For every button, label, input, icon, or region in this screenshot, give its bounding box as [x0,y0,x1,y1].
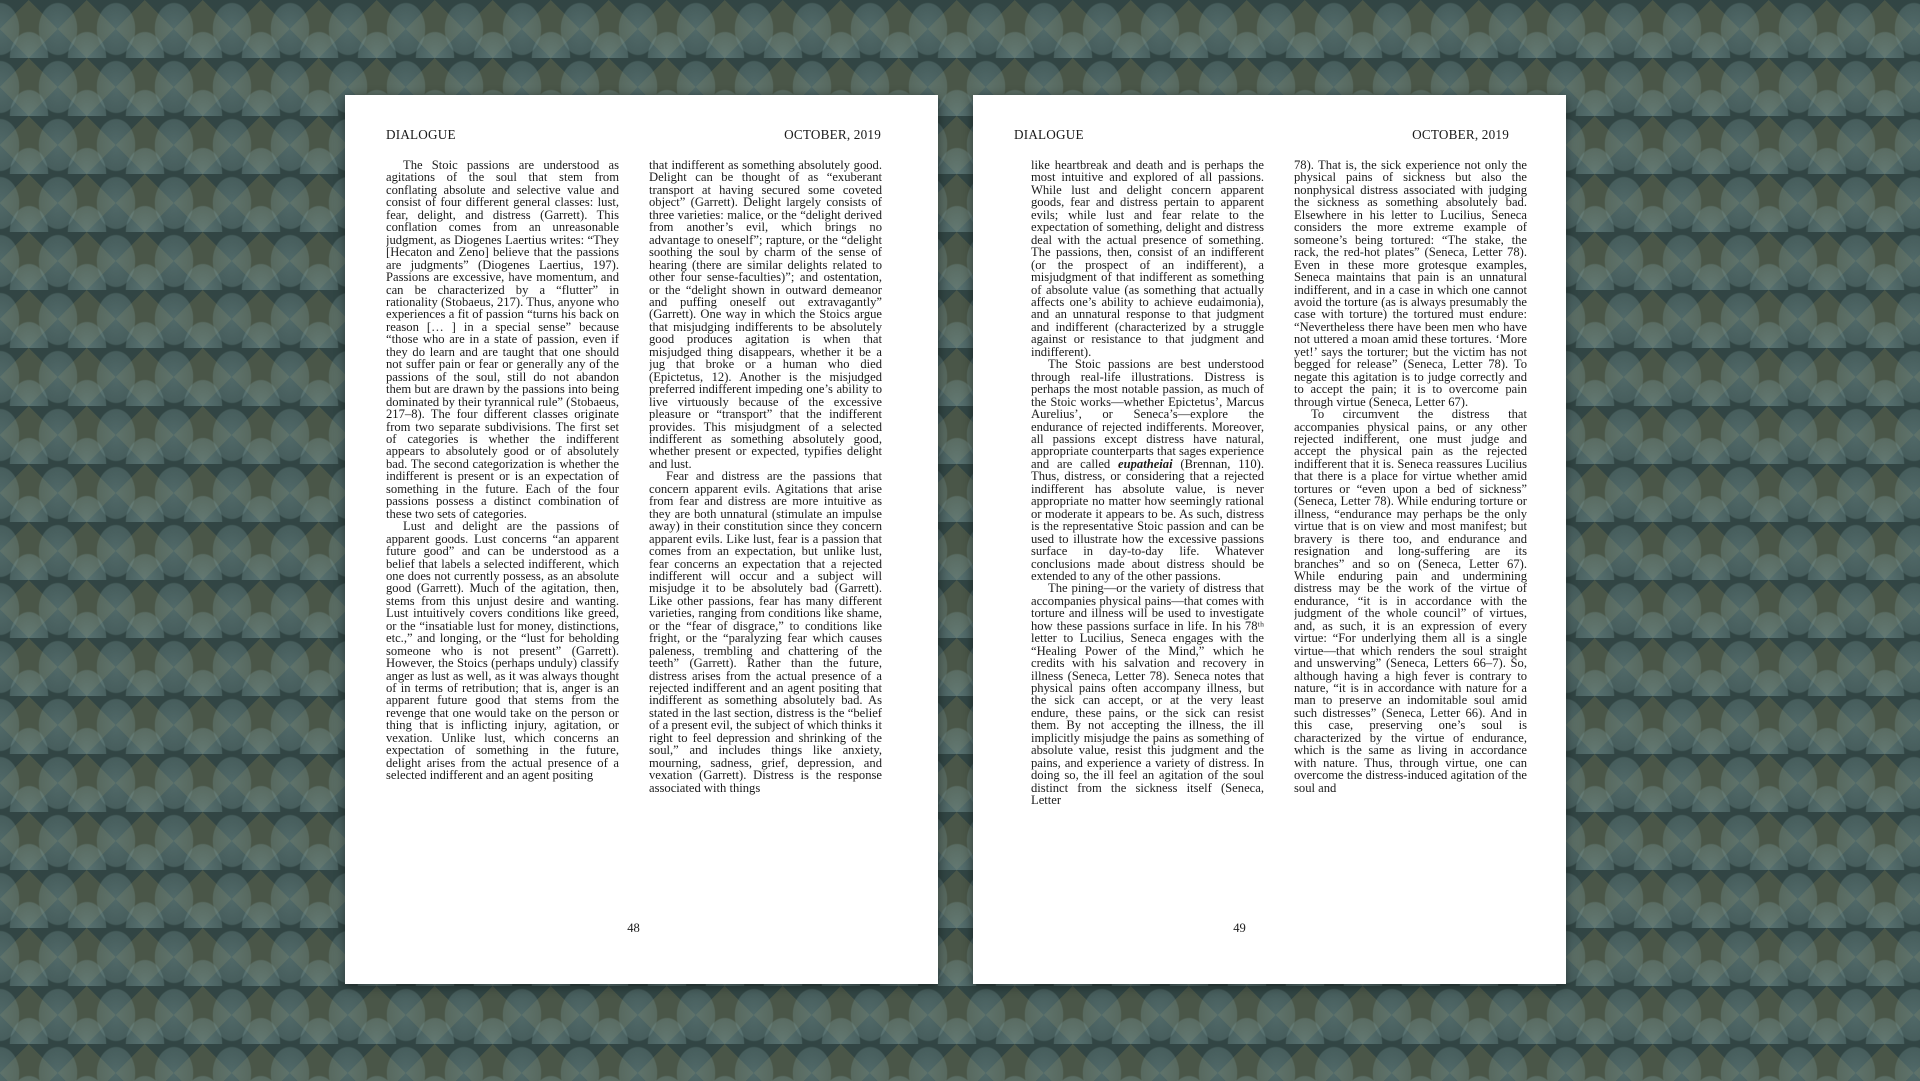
journal-title: DIALOGUE [386,127,456,142]
paragraph: The pining—or the variety of distress that accompanies physical pains—that comes with torture and illness will be used to investigate how these passions surface in life. In his 78ᵗʰ letter to Lucilius, Seneca engages with the “Healing Power of the Mind,” which he credits with his salvation and recovery in illness (Seneca, Letter 78). Seneca notes that physical pains often accompany illness, but the sick can accept, or at the very least endure, these pains, or the sick can resist them. By not accepting the illness, the ill implicitly misjudge the pains as something of absolute value, resist this judgment and the pains, and experience a variety of distress. In doing so, the ill feel an agitation of the soul distinct from the sickness itself (Seneca, Letter [1031,581,1264,808]
paragraph: Fear and distress are the passions that concern apparent evils. Agitations that arise from fear and distress are more intuitive as they are both unnatural (stimulate an impulse away) in their constitution since they concern apparent evils. Like lust, fear is a passion that comes from an expectation, but unlike lust, fear concerns an expectation that a rejected indifferent will occur and a subject will misjudge it to be absolutely bad (Garrett). Like other passions, fear has many different varieties, ranging from conditions like shame, or the “fear of disgrace,” to conditions like fright, or the “paralyzing fear which causes paleness, trembling and chattering of the teeth” (Garrett). Rather than the future, distress arises from the actual presence of a rejected indifferent and an agent positing that indifferent as something absolutely bad. As stated in the last section, distress is the “belief of a present evil, the subject of which thinks it right to feel depression and shrinking of the soul,” and includes things like anxiety, mourning, sadness, grief, depression, and vexation (Garrett). Distress is the response associated with things [649,469,882,795]
text-column-1 [386,159,619,883]
paragraph: 78). That is, the sick experience not only the physical pains of sickness but also the nonphysical distress associated with judging the sickness as something absolutely bad. Elsewhere in his letter to Lucilius, Seneca considers the more extreme example of someone’s being tortured: “The stake, the rack, the red-hot plates” (Seneca, Letter 78). Even in these more grotesque examples, Seneca maintains that pain is an unnatural indifferent, and in a case in which one cannot avoid the torture (as is always presumably the case with torture) the tortured must endure: “Nevertheless there have been men who have not uttered a moan amid these tortures. ‘More yet!’ says the torturer; but the victim has not begged for release” (Seneca, Letter 78). To negate this agitation is to judge correctly and to accept the pain; it is to overcome pain through virtue (Seneca, Letter 67). [1294,159,1527,409]
issue-date: OCTOBER, 2019 [1412,127,1509,142]
paragraph: To circumvent the distress that accompanies physical pains, or any other rejected indifferent, one must judge and accept the physical pain as the rejected indifferent that it is. Seneca reassures Lucilius that there is a place for virtue whether amid tortures or “even upon a bed of sickness” (Seneca, Letter 78). While enduring torture or illness, “endurance may perhaps be the only virtue that is on view and most manifest; but bravery is there too, and endurance and resignation and long-suffering are its branches” and so on (Seneca, Letter 67). While enduring pain and undermining distress may be the work of the virtue of endurance, “it is in accordance with the judgment of the whole council” of virtues, and, as such, it is an expression of every virtue: “For underlying them all is a single virtue—that which renders the soul straight and unswerving” (Seneca, Letters 66–7). So, although having a high fever is contrary to nature, “it is in accordance with nature for a man to preserve an indomitable soul amid such distresses” (Seneca, Letter 66). And in this case, preserving one’s soul is characterized by the virtue of endurance, which is the same as living in accordance with nature. Thus, through virtue, one can overcome the distress-induced agitation of the soul and [1294,407,1527,795]
paragraph: that indifferent as something absolutely good. Delight can be thought of as “exuberant transport at having secured some coveted object” (Garrett). Delight largely consists of three varieties: malice, or the “delight derived from another’s evil, which brings no advantage to oneself”; rapture, or the “delight soothing the soul by charm of the sense of hearing (there are similar delights related to other four sense-faculties)”; and ostentation, or the “delight shown in outward demeanor and puffing oneself out extravagantly” (Garrett). One way in which the Stoics argue that misjudging indifferents to be absolutely good produces agitation is when that misjudged thing disappears, whether it be a jug that broke or a human who died (Epictetus, 12). Another is the misjudged preferred indifferent impeding one’s ability to live virtuously because of the excessive pleasure or “transport” that the indifferent provides. This misjudgment of a selected indifferent as something absolutely good, whether present or expected, typifies delight and lust. [649,159,882,471]
italic-term: eupatheiai [1118,456,1173,471]
paragraph: like heartbreak and death and is perhaps the most intuitive and explored of all passions. While lust and delight concern apparent goods, fear and distress pertain to apparent evils; while lust and fear relate to the expectation of something, delight and distress deal with the actual presence of something. The passions, then, consist of an indifferent (or the prospect of an indifferent), a misjudgment of that indifferent as something of absolute value (as something that actually affects one’s ability to achieve eudaimonia), and an unnatural response to that judgment and indifferent (characterized by a struggle against or resistance to that judgment and indifferent). [1031,159,1264,359]
paragraph [1031,358,1264,582]
journal-title: DIALOGUE [1014,127,1084,142]
text-column-2 [1294,159,1527,883]
text-run: The Stoic passions are best understood through real-life illustrations. Distress is perhaps the most notable passion, as much of the Stoic works—whether Epictetus’, Marcus Aurelius’, or Seneca’s—explore the endurance of rejected indifferents. Moreover, all passions except distress have natural, appropriate counterparts that sages experience and are called [1031,357,1264,471]
issue-date: OCTOBER, 2019 [784,127,881,142]
text-column-1 [1031,159,1264,883]
paragraph: Lust and delight are the passions of apparent goods. Lust concerns “an apparent future good” and can be understood as a belief that labels a selected indifferent, which one does not currently possess, as an absolute good (Garrett). Much of the agitation, then, stems from this unjust desire and wanting. Lust intuitively covers conditions like greed, or the “insatiable lust for money, distinctions, etc.,” and longing, or the “lust for beholding someone who is not present” (Garrett). However, the Stoics (perhaps unduly) classify anger as lust as well, as it was always thought of in terms of retribution; that is, anger is an apparent future good that stems from the revenge that one would take on the person or thing that is inflicting injury, agitation, or vexation. Unlike lust, which concerns an expectation of something in the future, delight arises from the actual presence of a selected indifferent and an agent positing [386,519,619,783]
paragraph: The Stoic passions are understood as agitations of the soul that stem from conflating absolute and selective value and consist of four different general classes: lust, fear, delight, and distress (Garrett). This conflation comes from an unreasonable judgment, as Diogenes Laertius writes: “They [Hecaton and Zeno] believe that the passions are judgments” (Diogenes Laertius, 197). Passions are excessive, have momentum, and can be characterized by a “flutter” in rationality (Stobaeus, 217). Thus, anyone who experiences a fit of passion “turns his back on reason [… ] in a special sense” because “those who are in a state of passion, even if they do learn and are taught that one should not suffer pain or fear or generally any of the passions of the soul, still do not abandon them but are drawn by the passions into being dominated by their tyrannical rule” (Stobaeus, 217–8). The four different classes originate from two separate subdivisions. The first set of categories is whether the indifferent appears to absolutely good or of absolutely bad. The second categorization is whether the indifferent is present or is an expectation of something in the future. Each of the four passions possess a distinct combination of these two sets of categories. [386,159,619,521]
text-run: (Brennan, 110). Thus, distress, or considering that a rejected indifferent has absolute value, is never appropriate no matter how seemingly rational or moderate it appears to be. As such, distress is the representative Stoic passion and can be used to illustrate how the excessive passions surface in day-to-day life. Whatever conclusions made about distress should be extended to any of the other passions. [1031,456,1264,583]
text-column-2 [649,159,882,883]
page-49 [973,95,1566,984]
page-number: 48 [627,921,640,935]
page-48 [345,95,938,984]
page-number: 49 [1233,921,1246,935]
